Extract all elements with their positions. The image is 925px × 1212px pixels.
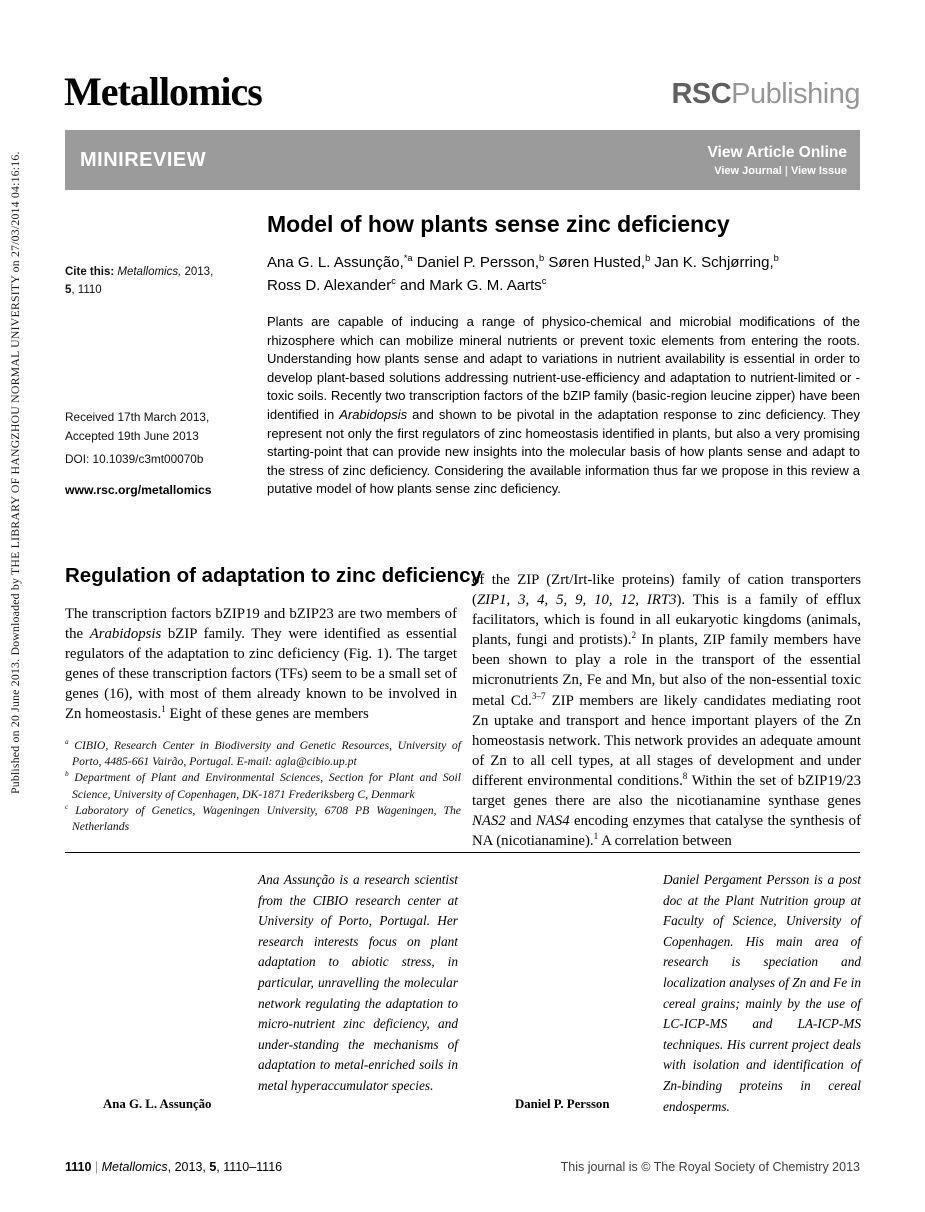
abstract-text: Plants are capable of inducing a range of physico-chemical and microbial modifications of the rhizosphere which can mobilize mineral nutrients or prevent toxic elements from entering the roots. Understanding how plants sense and adapt to variations in nutrient availability is essential in order to develop plant-based solutions addressing nutrient-use-efficiency and adaptation to nutrient-limited or -toxic soils. Recently two transcription factors of the bZIP family (basic-region leucine zipper) have been identified in Arabidopsis and shown to be pivotal in the adaptation response to zinc deficiency. They represent not only the first regulators of zinc homeostasis identified in plants, but also a very promising starting-point that can provide new insights into the molecular basis of how plants sense and adapt to the stress of zinc deficiency. Considering the available information thus far we propose in this review a putative model of how plants sense zinc deficiency.	[267, 314, 860, 497]
author-list: Ana G. L. Assunção,$^{*a}$ Daniel P. Persson,$^b$ Søren Husted,$^b$ Jan K. Schjørring,$^b$ Ross D. Alexander$^c$ and Mark G. M. Aarts$^c$	[267, 253, 779, 295]
view-journal-link[interactable]: View Journal	[714, 164, 782, 177]
view-issue-link[interactable]: View Issue	[790, 164, 847, 177]
body-column-right: of the ZIP (Zrt/Irt-like proteins) family of cation transporters (ZIP1, 3, 4, 5, 9, 10, 12, IRT3). This is a family of efflux facilitators, which is found in all eukaryotic kingdoms (animals, plants, fungi and protists).$^2$ In plants, ZIP family members have been shown to play a role in the transport of the essential micronutrients Zn, Fe and Mn, but also of the non-essential toxic metal Cd.$^{3-7}$ ZIP members are likely candidates mediating root Zn uptake and transport and hence important players of the Zn homeostasis network. This network provides an adequate amount of Zn to all cell types, at all stages of development and under different environmental conditions.$^8$ Within the set of bZIP19/23 target genes there are also the nicotianamine synthase genes NAS2 and NAS4 encoding enzymes that catalyse the synthesis of NA (nicotianamine).$^1$ A correlation between	[472, 572, 862, 850]
article-type-banner	[65, 130, 860, 190]
section-heading: Regulation of adaptation to zinc deficiency	[65, 564, 482, 587]
publisher-logo-rsc: RSC	[671, 78, 732, 110]
banner-links	[707, 144, 860, 177]
footer-page-citation: 1110 | Metallomics, 2013, 5, 1110–1116	[65, 1160, 283, 1174]
doi: DOI: 10.1039/c3mt00070b	[65, 452, 204, 466]
article-title: Model of how plants sense zinc deficiency	[267, 211, 730, 237]
biography-text-assuncao: Ana Assunção is a research scientist from the CIBIO research center at University of Porto, Portugal. Her research interests focus on plant adaptation to abiotic stress, in particular, unravelling the molecular network regulating the adaptation to micro-nutrient zinc deficiency, and under-standing the mechanisms of adaptation to metal-enriched soils in metal hyperaccumulator species.	[258, 872, 458, 1093]
biography-name-assuncao: Ana G. L. Assunção	[103, 1097, 212, 1111]
biography-name-persson: Daniel P. Persson	[515, 1097, 610, 1111]
citation-info: Cite this: Metallomics, 2013, 5, 1110	[65, 266, 214, 297]
download-watermark: Published on 20 June 2013. Downloaded by THE LIBRARY OF HANGZHOU NORMAL UNIVERSITY on 27/03/2014 04:16:16.	[8, 151, 22, 794]
journal-logo: Metallomics	[64, 69, 262, 114]
link-separator: |	[784, 164, 788, 177]
footnote-c: $^c$ Laboratory of Genetics, Wageningen University, 6708 PB Wageningen, The Netherlands	[65, 802, 461, 834]
footnote-a: $^a$ CIBIO, Research Center in Biodiversity and Genetic Resources, University of Porto, 4485-661 Vairão, Portugal. E-mail: agla@cibio.up.pt	[65, 738, 461, 769]
publisher-logo-publishing: Publishing	[731, 78, 860, 110]
rsc-publishing-logo	[671, 80, 860, 109]
affiliation-footnotes	[65, 738, 461, 835]
accepted-date: Accepted 19th June 2013	[65, 429, 199, 444]
biography-text-persson: Daniel Pergament Persson is a post doc at the Plant Nutrition group at Faculty of Science, University of Copenhagen. His main area of research is speciation and localization analyses of Zn and Fe in cereal grains; mainly by the use of LC-ICP-MS and LA-ICP-MS techniques. His current project deals with isolation and identification of Zn-binding proteins in cereal endosperms.	[663, 872, 861, 1114]
journal-website: www.rsc.org/metallomics	[65, 483, 212, 497]
body-column-left: The transcription factors bZIP19 and bZIP23 are two members of the Arabidopsis bZIP family. They were identified as essential regulators of the adaptation to zinc deficiency (Fig. 1). The target genes of these transcription factors (TFs) seem to be a small set of genes (16), with most of them already known to be involved in Zn homeostasis.$^1$ Eight of these genes are members	[65, 606, 458, 723]
view-article-online-link[interactable]: View Article Online	[707, 143, 847, 161]
article-type-label: MINIREVIEW	[80, 148, 207, 171]
footnote-b: $^b$ Department of Plant and Environmental Sciences, Section for Plant and Soil Science, University of Copenhagen, DK-1871 Frederiksberg C, Denmark	[65, 770, 461, 801]
received-accepted-dates	[65, 408, 209, 446]
footer-copyright: This journal is © The Royal Society of Chemistry 2013	[560, 1160, 860, 1174]
received-date: Received 17th March 2013,	[65, 410, 210, 424]
biography-divider	[65, 852, 860, 853]
